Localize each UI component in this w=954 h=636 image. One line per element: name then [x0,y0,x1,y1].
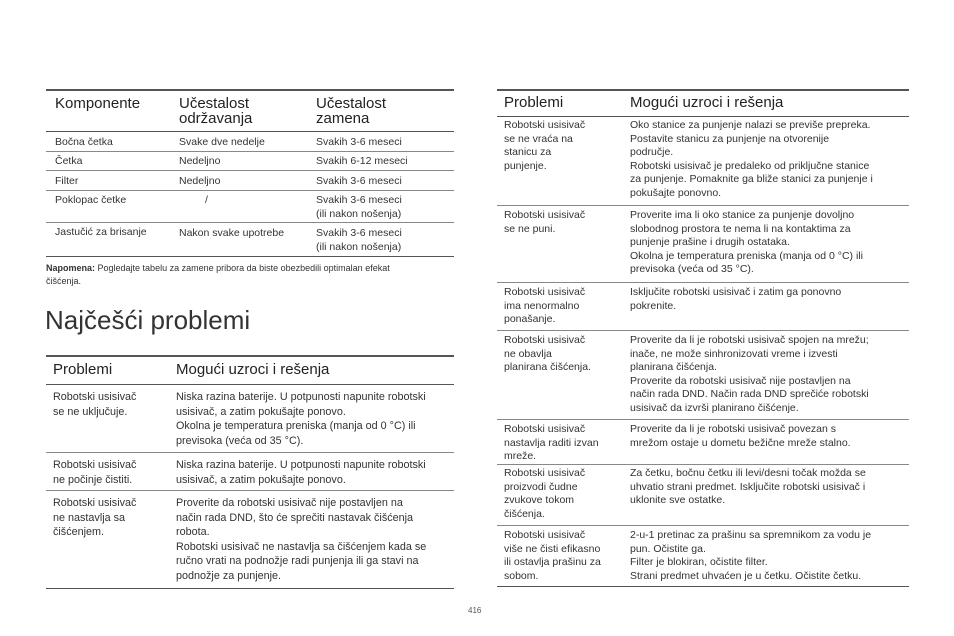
row-divider [497,282,909,283]
solution-cell: Proverite ima li oko stanice za punjenje dovoljno slobodnog prostora te nema li na kontaktima za punjenje prašine i drugih ostataka. Okolna je temperatura preniska (manja od 0 °C) ili previsoka (veća od 35 °C). [630,209,863,275]
col-header-causes: Mogući uzroci i rešenja [176,361,330,378]
problem-cell: Robotski usisivač ne počinje čistiti. [53,459,137,486]
section-title: Najčešći problemi [45,305,251,335]
row-divider [46,151,454,152]
row-divider [46,170,454,171]
col-header-problems: Problemi [53,361,113,378]
solution-cell: Proverite da li je robotski usisivač povezan s mrežom ostaje u dometu bežične mreže stalno. [630,423,851,449]
solution-cell: Isključite robotski usisivač i zatim ga ponovno pokrenite. [630,286,842,312]
header-rule [46,384,454,385]
row-divider [497,525,909,526]
table-cell: Svakih 3-6 meseci [316,175,402,187]
problem-cell: Robotski usisivač ima nenormalno ponašanje. [504,286,586,325]
table-bottom-rule [497,586,909,587]
solution-cell: Proverite da li je robotski usisivač spojen na mrežu; inače, ne može sinhronizovati vreme i izvesti planirana čišćenja. Proverite da robotski usisivač nije postavljen na način rada DND. Način rada DND sprečiće robotski usisivač da izvrši planirano čišćenje. [630,334,869,414]
header-rule [46,131,454,132]
table-top-rule [46,89,454,91]
row-divider [497,464,909,465]
row-divider [497,419,909,420]
row-divider [46,190,454,191]
solution-cell: Niska razina baterije. U potpunosti napunite robotski usisivač, a zatim pokušajte ponovo. [176,459,426,486]
problem-cell: Robotski usisivač više ne čisti efikasno ili ostavlja prašinu za sobom. [504,529,601,582]
table-bottom-rule [46,588,454,589]
row-divider [46,490,454,491]
problem-cell: Robotski usisivač se ne vraća na stanicu za punjenje. [504,119,586,172]
problem-cell: Robotski usisivač se ne puni. [504,209,586,235]
solution-cell: Niska razina baterije. U potpunosti napunite robotski usisivač, a zatim pokušajte ponovo. Okolna je temperatura preniska (manja od 0 °C) ili previsoka (veća od 35 °C). [176,391,426,447]
table-cell: Jastučić za brisanje [55,226,147,238]
table-cell: Svakih 3-6 meseci (ili nakon nošenja) [316,227,402,253]
table-cell: Svake dve nedelje [179,136,265,148]
table-cell: / [205,194,208,206]
table-cell: Filter [55,175,79,187]
row-divider [497,205,909,206]
problem-cell: Robotski usisivač ne obavlja planirana čišćenja. [504,334,591,373]
col-header-maintenance-frequency: Učestalost održavanja [179,95,253,127]
table-cell: Svakih 3-6 meseci (ili nakon nošenja) [316,194,402,220]
solution-cell: Za četku, bočnu četku ili levi/desni točak možda se uhvatio strani predmet. Isključite robotski usisivač i uklonite sve ostatke. [630,467,866,506]
table-cell: Nedeljno [179,155,221,167]
table-cell: Nakon svake upotrebe [179,227,285,239]
problem-cell: Robotski usisivač proizvodi čudne zvukove tokom čišćenja. [504,467,586,520]
col-header-components: Komponente [55,95,141,112]
problem-cell: Robotski usisivač se ne uključuje. [53,391,137,418]
table-note [46,262,456,288]
col-header-causes: Mogući uzroci i rešenja [630,94,784,111]
row-divider [46,452,454,453]
col-header-problems: Problemi [504,94,564,111]
problem-cell: Robotski usisivač ne nastavlja sa čišćenjem. [53,497,137,538]
table-cell: Poklopac četke [55,194,127,206]
table-cell: Svakih 3-6 meseci [316,136,402,148]
row-divider [497,330,909,331]
table-cell: Bočna četka [55,136,113,148]
solution-cell: Proverite da robotski usisivač nije postavljen na način rada DND, što će sprečiti nastavak čišćenja robota. Robotski usisivač ne nastavlja sa čišćenjem kada se ručno vrati na podnožje radi punjenja ili ga stavi na podnožje za punjenje. [176,497,427,582]
solution-cell: 2-u-1 pretinac za prašinu sa spremnikom za vodu je pun. Očistite ga. Filter je blokiran, očistite filter. Strani predmet uhvaćen je u četku. Očistite četku. [630,529,872,582]
row-divider [46,222,454,223]
col-header-replacement-frequency: Učestalost zamena [316,95,387,127]
note-text: Pogledajte tabelu za zamene pribora da biste obezbedili optimalan efekat čišćenja. [46,263,390,286]
header-rule [497,116,909,117]
table-bottom-rule [46,256,454,257]
solution-cell: Oko stanice za punjenje nalazi se previše prepreka. Postavite stanicu za punjenje na otvorenije područje. Robotski usisivač je predaleko od priključne stanice za punjenje. Pomaknite ga bliže stanici za punjenje i pokušajte ponovno. [630,119,873,199]
note-label: Napomena: [46,263,96,273]
table-top-rule [46,355,454,357]
table-cell: Nedeljno [179,175,221,187]
page-number: 416 [468,606,482,615]
problem-cell: Robotski usisivač nastavlja raditi izvan mreže. [504,423,599,462]
table-cell: Svakih 6-12 meseci [316,155,408,167]
table-top-rule [497,89,909,91]
table-cell: Četka [55,155,83,167]
